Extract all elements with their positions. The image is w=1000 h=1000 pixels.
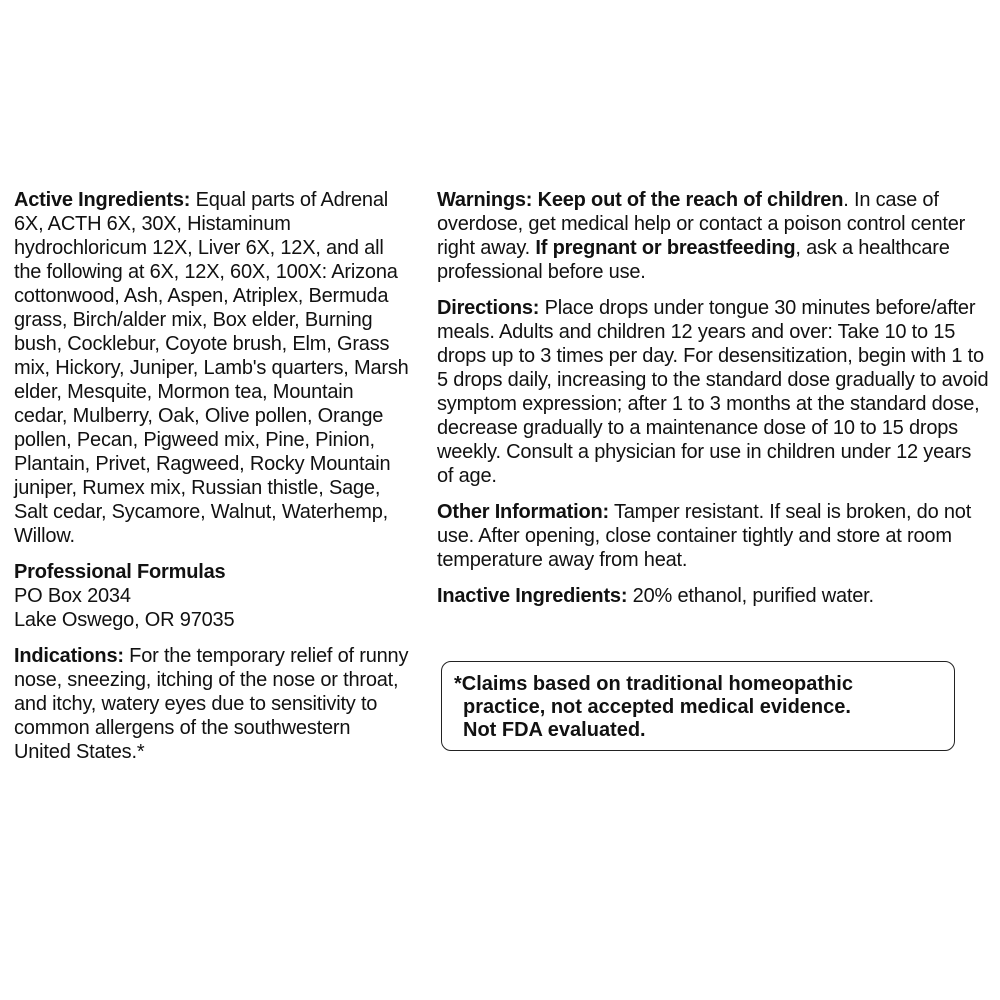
directions-heading: Directions: [437,297,540,319]
other-information-heading: Other Information: [437,501,609,523]
claims-line-1: *Claims based on traditional homeopathic [454,673,853,695]
right-column [437,188,989,620]
address-line-1: PO Box 2034 [14,585,131,607]
left-column [14,188,412,776]
active-ingredients-section [14,188,412,548]
warnings-text-1: . In case of overdose, get medical help or contact a poison control center right away. [437,189,966,259]
indications-heading: Indications: [14,645,124,667]
indications-section [14,644,412,764]
warnings-section [437,188,989,284]
warnings-pregnancy-warning: If pregnant or breastfeeding [535,237,796,259]
claims-disclaimer-box [441,661,955,751]
directions-text: Place drops under tongue 30 minutes before/after meals. Adults and children 12 years and over: Take 10 to 15 drops up to 3 times per day. For desensitization, begin with 1 to 5 drops daily, increasing to the standard dose gradually to avoid symptom expression; after 1 to 3 months at the standard dose, decrease gradually to a maintenance dose of 10 to 15 drops weekly. Consult a physician for use in children under 12 years of age. [437,297,989,487]
active-ingredients-text: Equal parts of Adrenal 6X, ACTH 6X, 30X, Histaminum hydrochloricum 12X, Liver 6X, 12X, and all the following at 6X, 12X, 60X, 100X: Arizona cottonwood, Ash, Aspen, Atriplex, Bermuda grass, Birch/alder mix, Box elder, Burning bush, Cocklebur, Coyote brush, Elm, Grass mix, Hickory, Juniper, Lamb's quarters, Marsh elder, Mesquite, Mormon tea, Mountain cedar, Mulberry, Oak, Olive pollen, Orange pollen, Pecan, Pigweed mix, Pine, Pinion, Plantain, Privet, Ragweed, Rocky Mountain juniper, Rumex mix, Russian thistle, Sage, Salt cedar, Sycamore, Walnut, Waterhemp, Willow. [14,189,409,547]
company-address [14,560,412,632]
warnings-heading: Warnings: [437,189,533,211]
indications-text: For the temporary relief of runny nose, sneezing, itching of the nose or throat, and itchy, watery eyes due to sensitivity to common allergens of the southwestern United States.* [14,645,409,763]
inactive-ingredients-heading: Inactive Ingredients: [437,585,628,607]
claims-line-3: Not FDA evaluated. [463,719,646,741]
other-information-text: Tamper resistant. If seal is broken, do not use. After opening, close container tightly and store at room temperature away from heat. [437,501,972,571]
directions-section [437,296,989,488]
inactive-ingredients-section [437,584,989,608]
claims-line-2: practice, not accepted medical evidence. [463,696,851,718]
other-information-section [437,500,989,572]
company-name: Professional Formulas [14,561,226,583]
warnings-text-2: , ask a healthcare professional before use. [437,237,950,283]
inactive-ingredients-text: 20% ethanol, purified water. [627,585,874,607]
warnings-children-warning: Keep out of the reach of children [532,189,844,211]
active-ingredients-heading: Active Ingredients: [14,189,191,211]
address-line-2: Lake Oswego, OR 97035 [14,609,235,631]
